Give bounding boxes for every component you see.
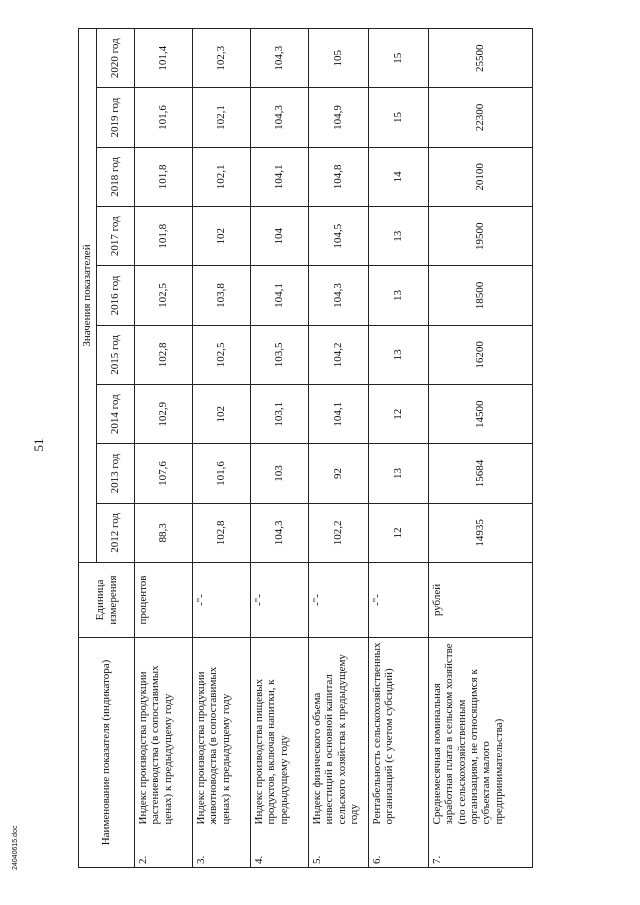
unit-cell: -"- [369, 563, 429, 638]
value-cell: 102,1 [193, 88, 251, 147]
value-cell: 101,8 [135, 147, 193, 206]
value-cell: 102,5 [193, 325, 251, 384]
value-cell: 14500 [429, 385, 533, 444]
value-cell: 104,1 [251, 266, 309, 325]
value-cell: 14935 [429, 503, 533, 562]
value-cell: 13 [369, 325, 429, 384]
year-header: 2019 год [97, 88, 135, 147]
table-row [193, 29, 251, 868]
indicator-name-header: Наименование показателя (индикатора) [79, 638, 135, 868]
value-cell: 107,6 [135, 444, 193, 503]
rotated-table-container [78, 28, 618, 868]
unit-cell: рублей [429, 563, 533, 638]
year-header: 2016 год [97, 266, 135, 325]
value-cell: 102,5 [135, 266, 193, 325]
value-cell: 15 [369, 88, 429, 147]
year-header: 2017 год [97, 207, 135, 266]
document-code: 24040615.doc [12, 825, 19, 870]
value-cell: 104,1 [251, 147, 309, 206]
value-cell: 88,3 [135, 503, 193, 562]
row-number: 2. [135, 828, 193, 868]
value-cell: 105 [309, 29, 369, 88]
value-cell: 13 [369, 266, 429, 325]
value-cell: 13 [369, 207, 429, 266]
year-header: 2020 год [97, 29, 135, 88]
year-header: 2013 год [97, 444, 135, 503]
value-cell: 104,5 [309, 207, 369, 266]
value-cell: 101,6 [135, 88, 193, 147]
indicator-name: Среднемесячная номинальная заработная плата в сельском хозяйстве (по сельскохозяйственным организациям, не относящимся к субъектам малого предпринимательства) [429, 638, 533, 828]
value-cell: 103,1 [251, 385, 309, 444]
value-cell: 92 [309, 444, 369, 503]
row-number: 4. [251, 828, 309, 868]
row-number: 5. [309, 828, 369, 868]
value-cell: 104,3 [251, 29, 309, 88]
row-number: 6. [369, 828, 429, 868]
indicator-name: Индекс производства продукции растениеводства (в сопоставимых ценах) к предыдущему году [135, 638, 193, 828]
table-row [135, 29, 193, 868]
value-cell: 104,2 [309, 325, 369, 384]
value-cell: 103,5 [251, 325, 309, 384]
year-header: 2014 год [97, 385, 135, 444]
year-header: 2015 год [97, 325, 135, 384]
value-cell: 102,8 [193, 503, 251, 562]
value-cell: 102 [193, 207, 251, 266]
value-cell: 104,1 [309, 385, 369, 444]
value-cell: 104,8 [309, 147, 369, 206]
value-cell: 15684 [429, 444, 533, 503]
value-cell: 20100 [429, 147, 533, 206]
value-cell: 104,9 [309, 88, 369, 147]
value-cell: 102,8 [135, 325, 193, 384]
value-cell: 102,1 [193, 147, 251, 206]
year-header: 2018 год [97, 147, 135, 206]
value-cell: 13 [369, 444, 429, 503]
unit-cell: -"- [251, 563, 309, 638]
value-cell: 102,2 [309, 503, 369, 562]
value-cell: 102,3 [193, 29, 251, 88]
table-row [309, 29, 369, 868]
value-cell: 101,8 [135, 207, 193, 266]
unit-header: Единица измерения [79, 563, 135, 638]
value-cell: 18500 [429, 266, 533, 325]
value-cell: 103 [251, 444, 309, 503]
value-cell: 104,3 [309, 266, 369, 325]
value-cell: 19500 [429, 207, 533, 266]
value-cell: 104,3 [251, 503, 309, 562]
value-cell: 12 [369, 503, 429, 562]
value-cell: 102 [193, 385, 251, 444]
unit-cell: -"- [309, 563, 369, 638]
indicator-name: Рентабельность сельскохозяйственных организаций (с учетом субсидий) [369, 638, 429, 828]
row-number: 7. [429, 828, 533, 868]
unit-cell: -"- [193, 563, 251, 638]
value-cell: 103,8 [193, 266, 251, 325]
value-cell: 25500 [429, 29, 533, 88]
page-number: 51 [31, 438, 46, 452]
indicator-name: Индекс физического объема инвестиций в основной капитал сельского хозяйства к предыдущему году [309, 638, 369, 828]
table-row [251, 29, 309, 868]
table-row [429, 29, 533, 868]
row-number: 3. [193, 828, 251, 868]
indicator-name: Индекс производства пищевых продуктов, включая напитки, к предыдущему году [251, 638, 309, 828]
indicator-name: Индекс производства продукции животноводства (в сопоставимых ценах) к предыдущему году [193, 638, 251, 828]
value-cell: 102,9 [135, 385, 193, 444]
year-header: 2012 год [97, 503, 135, 562]
unit-cell: процентов [135, 563, 193, 638]
value-cell: 22300 [429, 88, 533, 147]
indicators-table [78, 28, 533, 868]
value-cell: 101,4 [135, 29, 193, 88]
value-cell: 104,3 [251, 88, 309, 147]
table-row [369, 29, 429, 868]
value-cell: 15 [369, 29, 429, 88]
values-group-header: Значения показателей [79, 29, 97, 563]
value-cell: 104 [251, 207, 309, 266]
value-cell: 12 [369, 385, 429, 444]
value-cell: 101,6 [193, 444, 251, 503]
value-cell: 14 [369, 147, 429, 206]
value-cell: 16200 [429, 325, 533, 384]
